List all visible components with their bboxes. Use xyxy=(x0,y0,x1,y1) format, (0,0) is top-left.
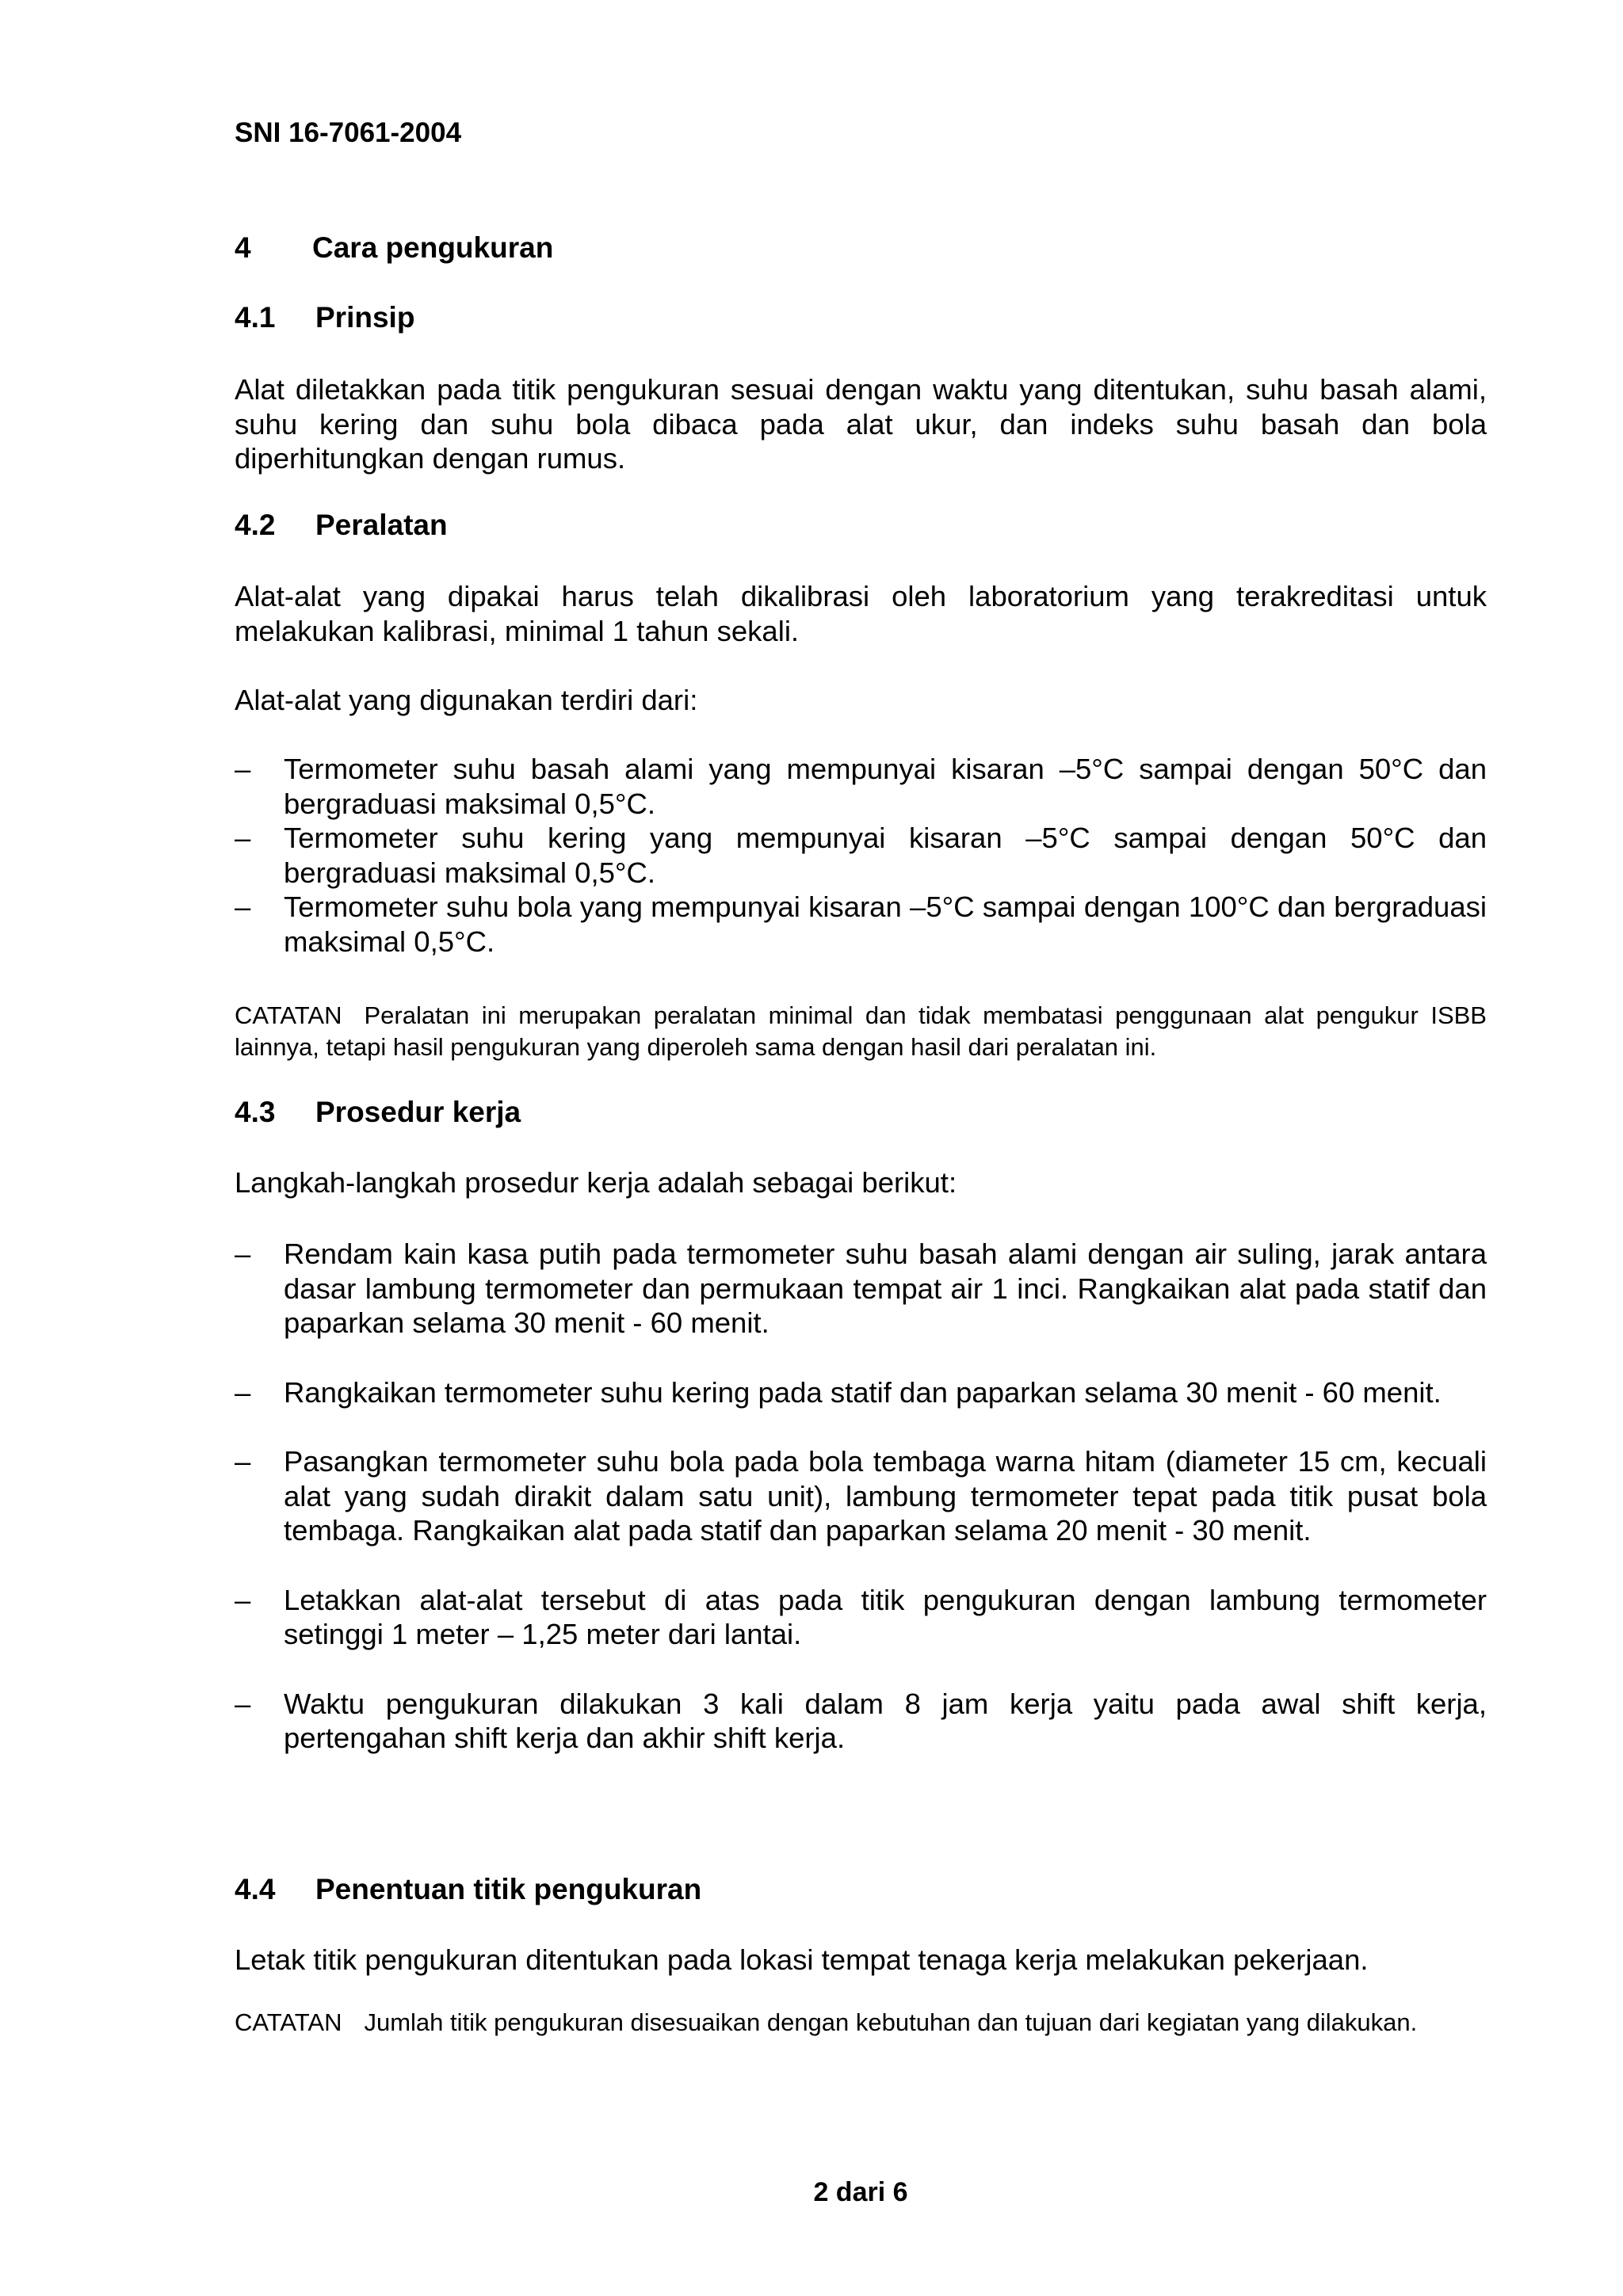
list-item xyxy=(235,1375,1487,1410)
section-title: Prosedur kerja xyxy=(315,1096,521,1128)
dash-bullet-icon: – xyxy=(235,1687,251,1720)
page-number: 2 dari 6 xyxy=(813,2177,908,2207)
section-number: 4.1 xyxy=(235,301,276,334)
document-code: SNI 16-7061-2004 xyxy=(235,117,462,148)
dash-bullet-icon: – xyxy=(235,1375,251,1409)
list-item-text: Rendam kain kasa putih pada termometer suhu basah alami dengan air suling, jarak antara dasar lambung termometer dan permukaan tempat air 1 inci. Rangkaikan alat pada statif dan paparkan selama 30 menit - 60 menit. xyxy=(284,1238,1487,1339)
dash-bullet-icon: – xyxy=(235,822,251,854)
section-number: 4.2 xyxy=(235,509,276,541)
list-item-text: Termometer suhu kering yang mempunyai kisaran –5°C sampai dengan 50°C dan bergraduasi maksimal 0,5°C. xyxy=(284,822,1487,889)
list-item xyxy=(235,1237,1487,1341)
section-4-4-heading xyxy=(235,1873,701,1906)
section-title: Peralatan xyxy=(315,509,448,541)
section-4-heading xyxy=(235,231,553,265)
section-number: 4.4 xyxy=(235,1873,276,1905)
dash-bullet-icon: – xyxy=(235,891,251,923)
section-title: Prinsip xyxy=(315,301,415,334)
peralatan-paragraph-2: Alat-alat yang digunakan terdiri dari: xyxy=(235,684,698,716)
list-item-text: Termometer suhu bola yang mempunyai kisaran –5°C sampai dengan 100°C dan bergraduasi maksimal 0,5°C. xyxy=(284,891,1487,958)
section-4-1-heading xyxy=(235,301,414,334)
section-number: 4 xyxy=(235,231,251,264)
peralatan-note xyxy=(235,1000,1487,1063)
peralatan-paragraph-1: Alat-alat yang dipakai harus telah dikalibrasi oleh laboratorium yang terakreditasi untuk melakukan kalibrasi, minimal 1 tahun sekali. xyxy=(235,580,1487,647)
list-item-text: Letakkan alat-alat tersebut di atas pada titik pengukuran dengan lambung termometer setinggi 1 meter – 1,25 meter dari lantai. xyxy=(284,1583,1487,1650)
procedure-list xyxy=(235,1237,1487,1756)
prinsip-paragraph: Alat diletakkan pada titik pengukuran sesuai dengan waktu yang ditentukan, suhu basah alami, suhu kering dan suhu bola dibaca pada alat ukur, dan indeks suhu basah dan bola diperhitungkan dengan rumus. xyxy=(235,373,1487,475)
section-title: Penentuan titik pengukuran xyxy=(315,1873,702,1905)
equipment-list xyxy=(235,752,1487,959)
note-text: Jumlah titik pengukuran disesuaikan dengan kebutuhan dan tujuan dari kegiatan yang dilakukan. xyxy=(364,2008,1418,2036)
section-title: Cara pengukuran xyxy=(312,231,554,264)
dash-bullet-icon: – xyxy=(235,1238,251,1270)
list-item xyxy=(235,1444,1487,1548)
dash-bullet-icon: – xyxy=(235,1583,251,1616)
list-item-text: Pasangkan termometer suhu bola pada bola tembaga warna hitam (diameter 15 cm, kecuali alat yang sudah dirakit dalam satu unit), lambung termometer tepat pada titik pusat bola tembaga. Rangkaikan alat pada statif dan paparkan selama 20 menit - 30 menit. xyxy=(284,1445,1487,1547)
list-item xyxy=(235,752,1487,821)
dash-bullet-icon: – xyxy=(235,753,251,785)
penentuan-note xyxy=(235,2007,1487,2039)
penentuan-paragraph: Letak titik pengukuran ditentukan pada lokasi tempat tenaga kerja melakukan pekerjaan. xyxy=(235,1943,1369,1976)
section-4-3-heading xyxy=(235,1096,521,1129)
document-page xyxy=(235,0,1487,2296)
list-item-text: Waktu pengukuran dilakukan 3 kali dalam 8 jam kerja yaitu pada awal shift kerja, pertengahan shift kerja dan akhir shift kerja. xyxy=(284,1687,1487,1754)
list-item-text: Termometer suhu basah alami yang mempunyai kisaran –5°C sampai dengan 50°C dan bergraduasi maksimal 0,5°C. xyxy=(284,753,1487,820)
list-item xyxy=(235,890,1487,959)
list-item-text: Rangkaikan termometer suhu kering pada statif dan paparkan selama 30 menit - 60 menit. xyxy=(284,1375,1442,1409)
prosedur-paragraph: Langkah-langkah prosedur kerja adalah sebagai berikut: xyxy=(235,1166,957,1199)
list-item xyxy=(235,1583,1487,1652)
list-item xyxy=(235,1687,1487,1756)
list-item xyxy=(235,821,1487,890)
note-text: Peralatan ini merupakan peralatan minimal dan tidak membatasi penggunaan alat pengukur ISBB lainnya, tetapi hasil pengukuran yang diperoleh sama dengan hasil dari peralatan ini. xyxy=(235,1001,1487,1061)
note-label: CATATAN xyxy=(235,2008,342,2036)
dash-bullet-icon: – xyxy=(235,1445,251,1478)
section-4-2-heading xyxy=(235,509,448,542)
note-label: CATATAN xyxy=(235,1001,342,1029)
section-number: 4.3 xyxy=(235,1096,276,1128)
